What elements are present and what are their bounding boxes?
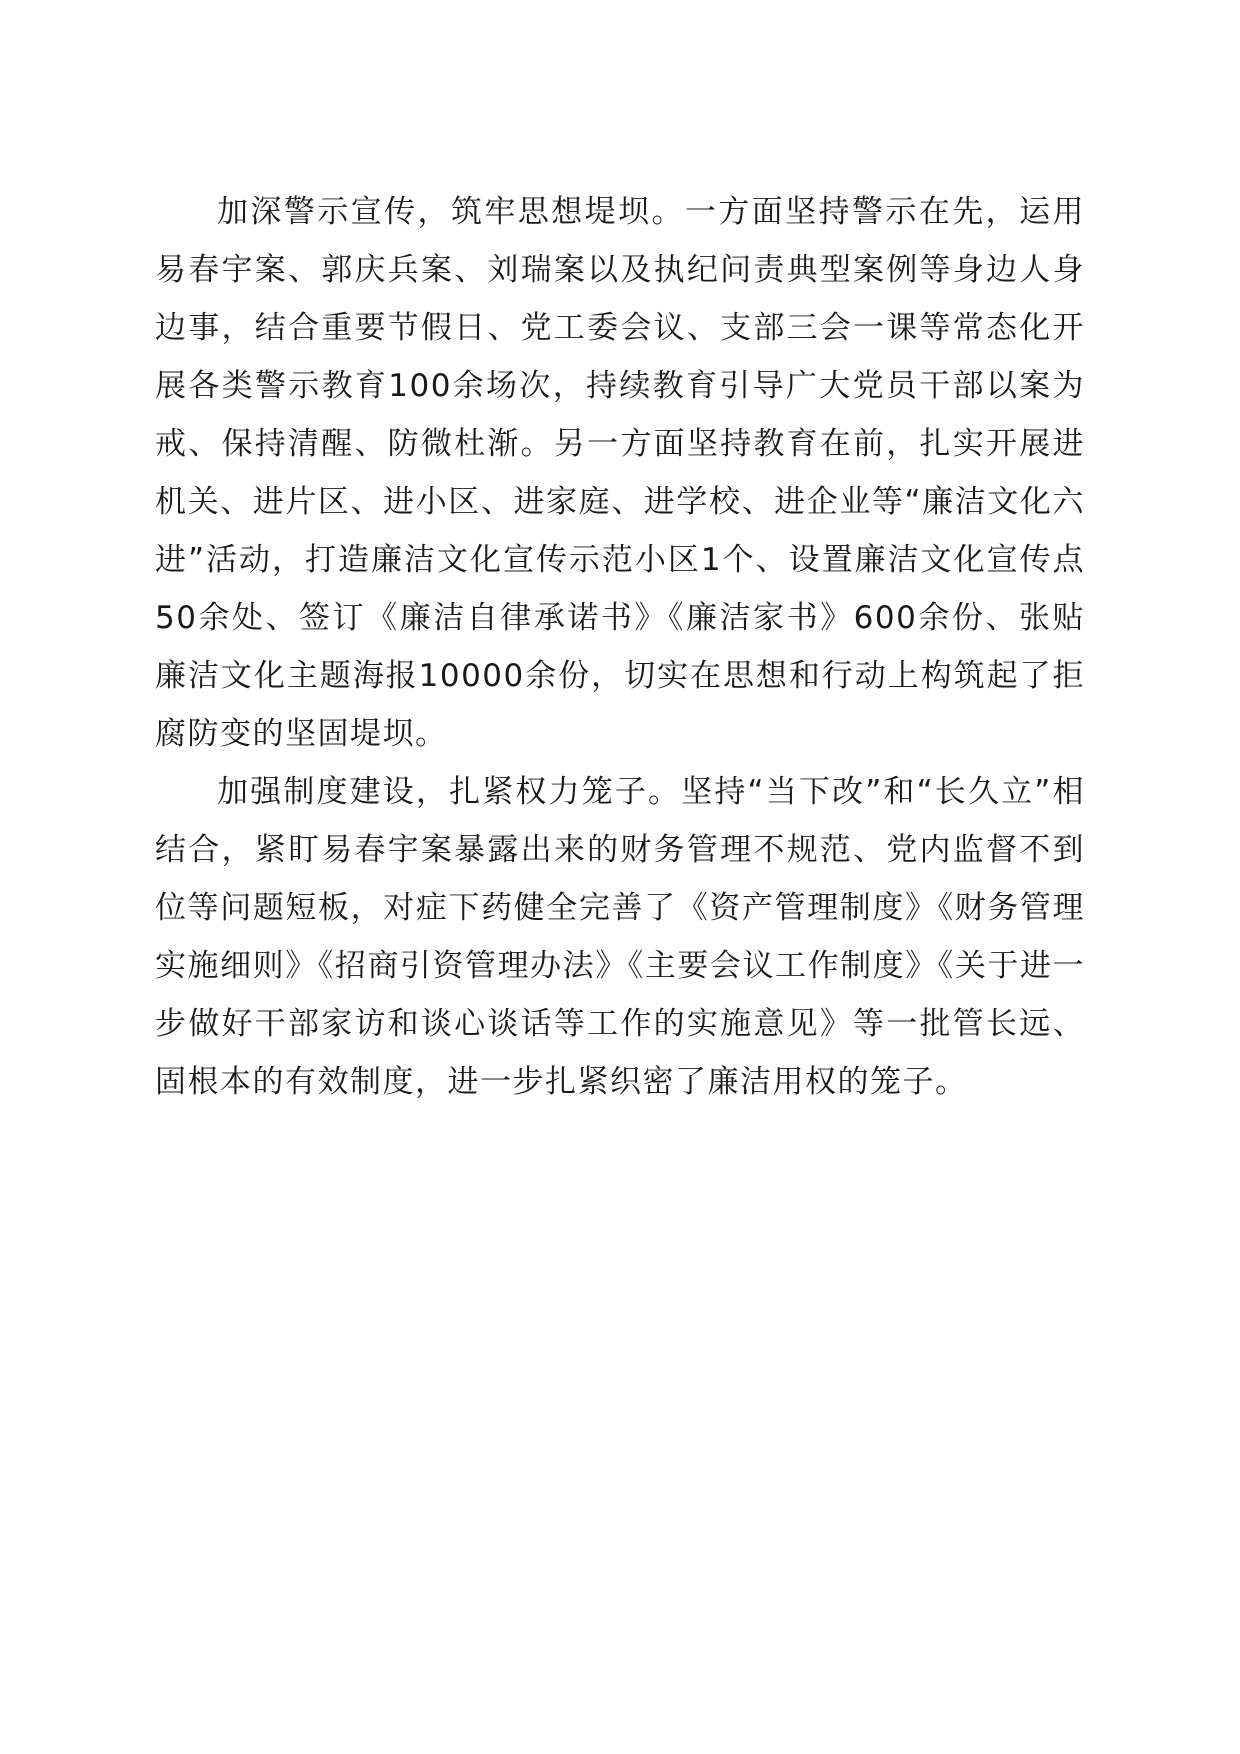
document-body <box>155 183 1085 1111</box>
paragraph-system-building: 加强制度建设，扎紧权力笼子。坚持“当下改”和“长久立”相结合，紧盯易春宇案暴露出来的财务管理不规范、党内监督不到位等问题短板，对症下药健全完善了《资产管理制度》《财务管理实施细则》《招商引资管理办法》《主要会议工作制度》《关于进一步做好干部家访和谈心谈话等工作的实施意见》等一批管长远、固根本的有效制度，进一步扎紧织密了廉洁用权的笼子。 <box>155 774 1085 1100</box>
paragraph-warning-education: 加深警示宣传，筑牢思想堤坝。一方面坚持警示在先，运用易春宇案、郭庆兵案、刘瑞案以及执纪问责典型案例等身边人身边事，结合重要节假日、党工委会议、支部三会一课等常态化开展各类警示教育100余场次，持续教育引导广大党员干部以案为戒、保持清醒、防微杜渐。另一方面坚持教育在前，扎实开展进机关、进片区、进小区、进家庭、进学校、进企业等“廉洁文化六进”活动，打造廉洁文化宣传示范小区1个、设置廉洁文化宣传点50余处、签订《廉洁自律承诺书》《廉洁家书》600余份、张贴廉洁文化主题海报10000余份，切实在思想和行动上构筑起了拒腐防变的坚固堤坝。 <box>155 194 1085 752</box>
